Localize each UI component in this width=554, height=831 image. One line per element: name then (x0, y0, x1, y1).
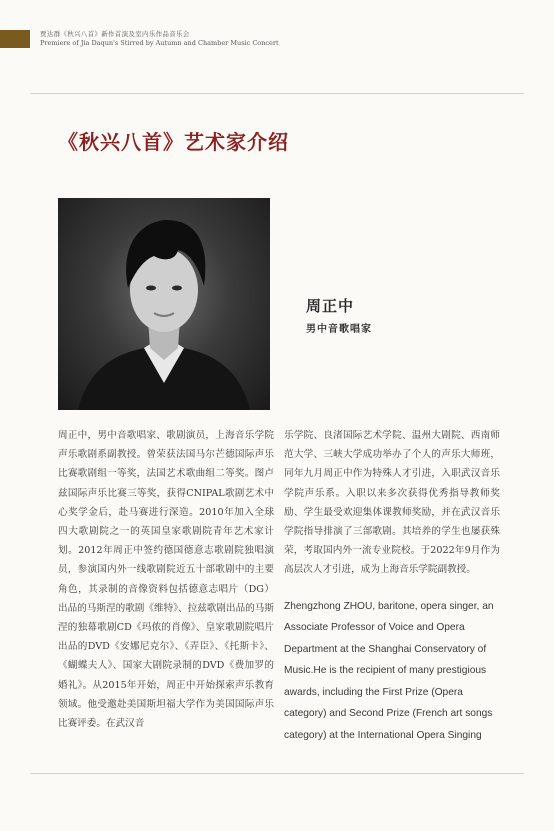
header-title-cn: 贾达群《秋兴八首》新作首演及室内乐作品音乐会 (40, 30, 190, 38)
artist-name-block (306, 295, 372, 335)
artist-role: 男中音歌唱家 (306, 324, 372, 335)
page-title: 《秋兴八首》艺术家介绍 (58, 130, 289, 154)
artist-name: 周正中 (306, 297, 355, 315)
header-color-band (0, 30, 30, 48)
top-divider (30, 93, 524, 94)
portrait-image (58, 198, 270, 410)
bio-column-left (58, 426, 274, 733)
bio-paragraph-cn-left: 周正中，男中音歌唱家、歌剧演员，上海音乐学院声乐歌剧系副教授。曾荣获法国马尔芒德国际声乐比赛歌剧组一等奖，法国艺术歌曲组二等奖。图卢兹国际声乐比赛三等奖，获得CNIPAL歌剧艺术中心奖学金后，赴马赛进行深造。2010年加入全球四大歌剧院之一的英国皇家歌剧院青年艺术家计划。2012年周正中签约德国德意志歌剧院独唱演员，参演国内外一线歌剧院近五十部歌剧中的主要角色，其录制的音像资料包括德意志唱片（DG）出品的马斯涅的歌剧《维特》、拉兹歌剧出品的马斯涅的独幕歌剧CD《玛侬的肖像》、皇家歌剧院唱片出品的DVD《安娜尼克尔》、《弄臣》、《托斯卡》、《蝴蝶夫人》、国家大剧院录制的DVD《费加罗的婚礼》。从2015年开始，周正中开始探索声乐教育领域。他受邀赴美国斯坦福大学作为美国国际声乐比赛评委。在武汉音 (58, 430, 274, 730)
bottom-divider (30, 773, 524, 774)
running-header (40, 30, 279, 48)
header-title-en: Premiere of Jia Daqun's Stirred by Autumn and Chamber Music Concert (40, 39, 279, 47)
bio-paragraph-cn-right: 乐学院、良渚国际艺术学院、温州大剧院、西南师范大学、三峡大学成功举办了个人的声乐大师班，同年九月周正中作为特殊人才引进，入职武汉音乐学院声乐系。入职以来多次获得优秀指导教师奖励、学生最受欢迎集体课教师奖励，并在武汉音乐学院指导排演了三部歌剧。其培养的学生也屡获殊荣，考取国内外一流专业院校。于2022年9月作为高层次人才引进，成为上海音乐学院副教授。 (284, 430, 500, 576)
bio-paragraph-en: Zhengzhong ZHOU, baritone, opera singer, an Associate Professor of Voice and Opera Department at the Shanghai Conservatory of Music.He is the recipient of many prestigious awards, including the First Prize (Opera category) and Second Prize (French art songs category) at the International Opera Singing (284, 600, 494, 741)
bio-column-right (284, 426, 500, 746)
artist-portrait (58, 198, 270, 410)
